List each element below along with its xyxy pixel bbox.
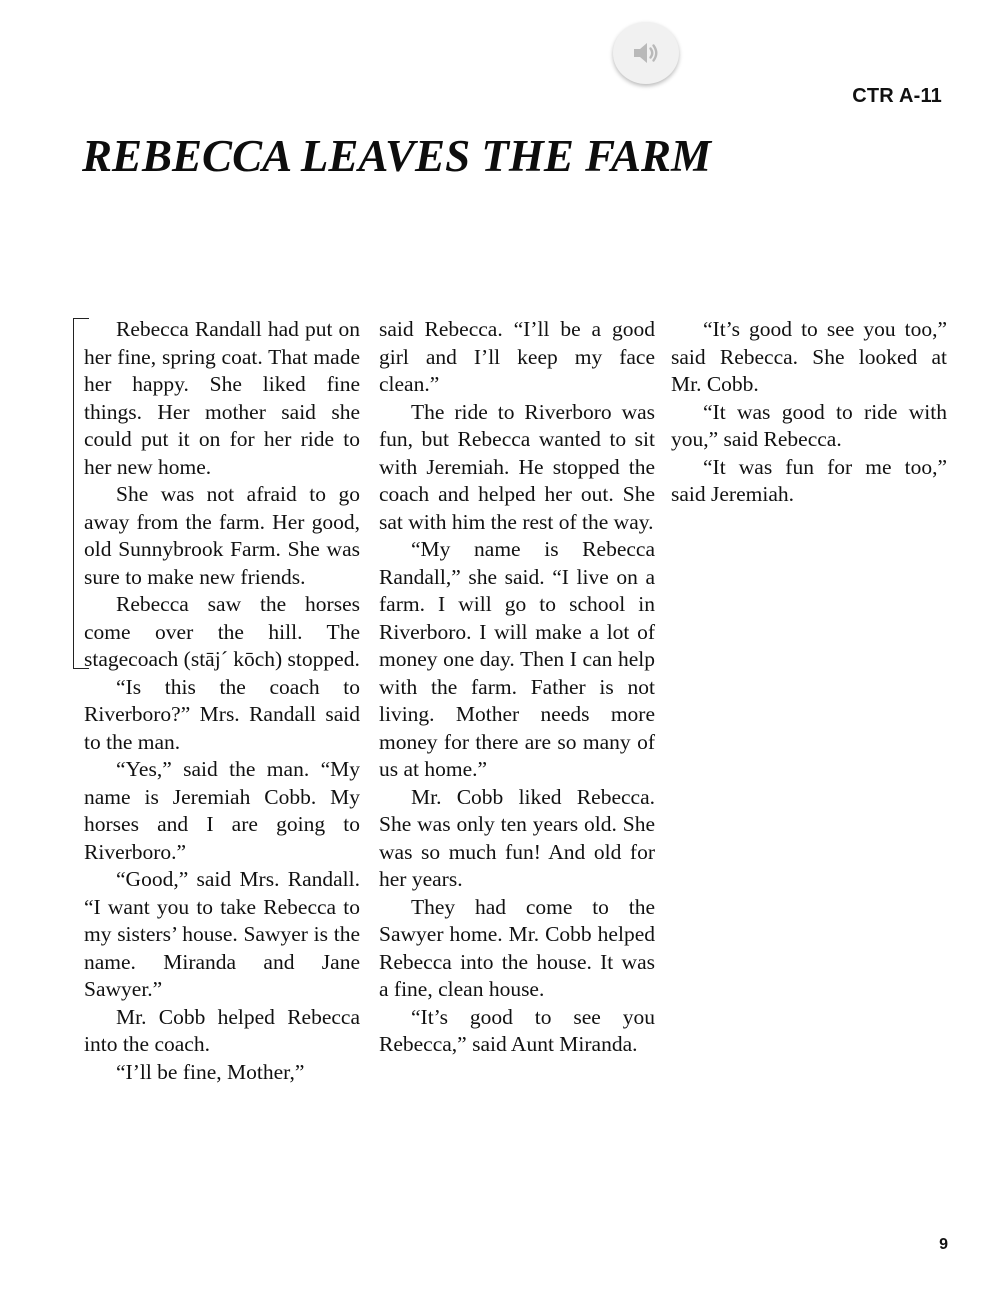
paragraph: “It’s good to see you Rebecca,” said Aunt Miranda. <box>379 1004 655 1056</box>
audio-play-button[interactable] <box>613 22 679 84</box>
paragraph: “Is this the coach to Riverboro?” Mrs. Randall said to the man. <box>84 674 360 754</box>
paragraph: Mr. Cobb liked Rebecca. She was only ten years old. She was so much fun! And old for her years. <box>379 784 655 891</box>
paragraph: “Good,” said Mrs. Randall. “I want you to take Rebecca to my sisters’ house. Sawyer is the name. Miranda and Jane Sawyer.” <box>84 867 360 1001</box>
lesson-code: CTR A-11 <box>852 85 942 107</box>
paragraph: “I’ll be fine, Mother,” <box>116 1059 305 1084</box>
text-column-2 <box>379 316 655 1059</box>
page-number: 9 <box>939 1236 948 1253</box>
paragraph: said Rebecca. “I’ll be a good girl and I’ll keep my face clean.” <box>379 317 655 396</box>
paragraph: “My name is Rebecca Randall,” she said. “I live on a farm. I will go to school in Riverboro. I will make a lot of money one day. Then I can help with the farm. Father is not living. Mother needs more money for there are so many of us at home.” <box>379 537 655 781</box>
text-column-1 <box>84 316 360 1086</box>
page-title: REBECCA LEAVES THE FARM <box>82 131 712 181</box>
text-column-3 <box>671 316 947 509</box>
paragraph: She was not afraid to go away from the farm. Her good, old Sunnybrook Farm. She was sure to make new friends. <box>84 482 360 589</box>
paragraph: “Yes,” said the man. “My name is Jeremiah Cobb. My horses and I are going to Riverboro.” <box>84 757 360 864</box>
paragraph: They had come to the Sawyer home. Mr. Cobb helped Rebecca into the house. It was a fine, clean house. <box>379 894 655 1001</box>
paragraph: Rebecca Randall had put on her fine, spring coat. That made her happy. She liked fine things. Her mother said she could put it on for her ride to her new home. <box>84 317 360 479</box>
paragraph: “It was fun for me too,” said Jeremiah. <box>671 454 947 506</box>
paragraph: The ride to Riverboro was fun, but Rebecca wanted to sit with Jeremiah. He stopped the coach and helped her out. She sat with him the rest of the way. <box>379 399 655 534</box>
paragraph: “It’s good to see you too,” said Rebecca. She looked at Mr. Cobb. <box>671 317 947 396</box>
paragraph: “It was good to ride with you,” said Rebecca. <box>671 399 947 451</box>
paragraph: Rebecca saw the horses come over the hill. The stagecoach (stāj´ kōch) stopped. <box>84 592 360 671</box>
paragraph: Mr. Cobb helped Rebecca into the coach. <box>84 1004 360 1056</box>
speaker-volume-icon <box>631 40 661 66</box>
